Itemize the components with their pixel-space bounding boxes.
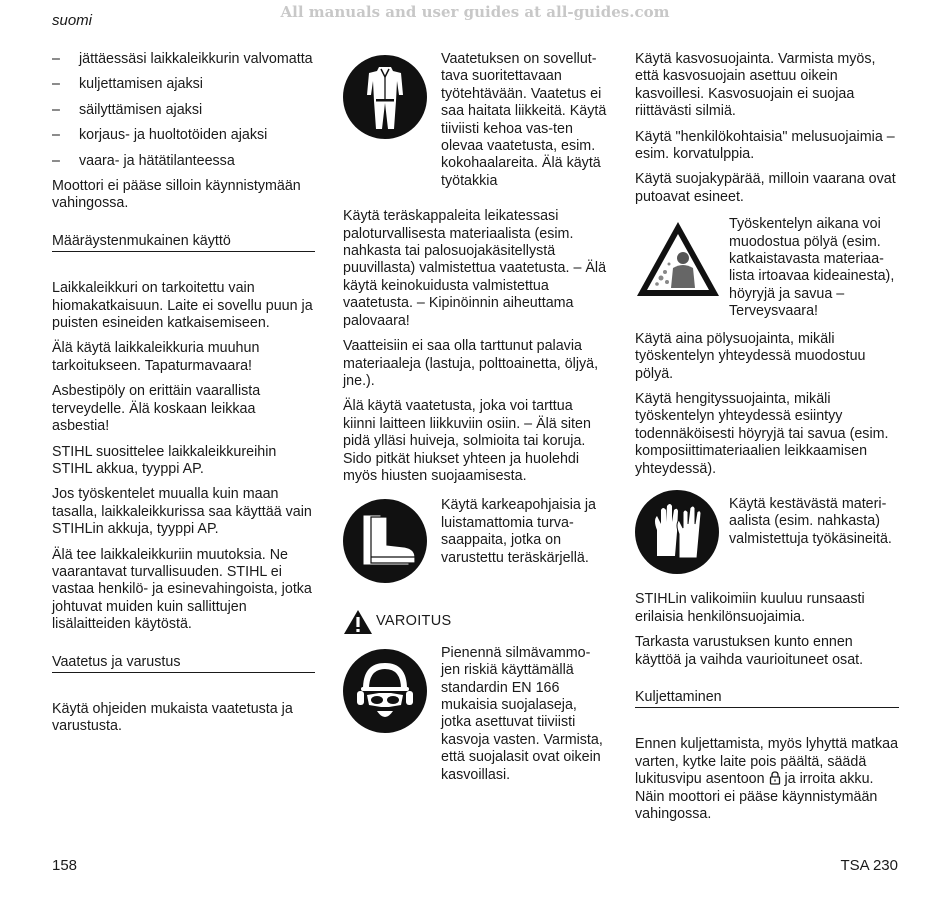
work-gloves-icon [635, 490, 719, 579]
warning-triangle-icon [343, 609, 373, 635]
paragraph: Moottori ei pääse silloin käynnistymään vahingossa. [52, 178, 301, 212]
health-hazard-icon [635, 220, 721, 320]
model-name: TSA 230 [840, 857, 898, 874]
safety-boots-icon [343, 499, 427, 588]
paragraph: Käytä hengityssuojainta, mikäli työskentelyn yhteydessä esiintyy todennäköisesti höyryjä tai savua (esim. komposiittimateriaalien leikkaamisen yhteydessä). [635, 390, 889, 477]
paragraph: Työskentelyn aikana voi muodostua pölyä (esim. katkaistavasta materiaa-lista irtoavaa kideainesta), höyryjä ja savua – Terveysvaara! [729, 216, 895, 320]
list-item: – jättäessäsi laikkaleikkurin valvomatta [52, 51, 313, 67]
paragraph: Käytä "henkilökohtaisia" melusuojaimia – esim. korvatulppia. [635, 128, 895, 163]
paragraph: Laikkaleikkuri on tarkoitettu vain hiomakatkaisuun. Laite ei sovellu puun ja puisten esineiden katkaisemiseen. [52, 280, 313, 332]
paragraph: Käytä suojakypärää, milloin vaarana ovat putoavat esineet. [635, 171, 896, 205]
paragraph: Käytä karkeapohjaisia ja luistamattomia turva-saappaita, jotka on varustettu teräskärjellä. [441, 497, 596, 566]
column-1 [52, 51, 315, 744]
emphasis-text: hengityssuojainta [675, 390, 787, 407]
face-protection-icon [343, 649, 427, 784]
paragraph: STIHL suosittelee laikkaleikkureihin STIHL akkua, tyyppi AP. [52, 443, 277, 477]
paragraph: Älä käytä vaatetusta, joka voi tarttua kiinni laitteen liikkuviin osiin. – Älä siten pidä ylläsi huiveja, solmioita tai koruja. Sido pitkät hiukset yhteen ja huolehdi myös hiusten suojaamisesta. [343, 398, 591, 484]
section-heading-transport: Kuljettaminen [635, 689, 899, 708]
paragraph: Asbestipöly on erittäin vaarallista terveydelle. Älä koskaan leikkaa asbestia! [52, 383, 261, 435]
emphasis-text: turva-saappaita [441, 514, 574, 549]
paragraph: Käytä teräskappaleita leikatessasi paloturvallisesta materiaalista (esim. nahkasta tai palosuojakäsitellystä puuvillasta) valmistettua vaatetusta. – Älä käytä keinokuidusta valmistettua vaatetusta. – Kipinöinnin aiheuttama palovaara! [343, 208, 607, 329]
warning-text: Terveysvaara! [729, 303, 818, 320]
page-number: 158 [52, 857, 78, 874]
dust-hazard-block [635, 216, 899, 320]
paragraph: Käytä ohjeiden mukaista vaatetusta ja varustusta. [52, 700, 293, 735]
warning-text: Kipinöinnin aiheuttama palovaara! [343, 295, 574, 329]
paragraph: Käytä kasvosuojainta. Varmista myös, että kasvosuojain asettuu oikein kasvoillesi. Kasvosuojain ei suojaa riittävästi silmiä. [635, 51, 876, 120]
paragraph: Älä tee laikkaleikkuriin muutoksia. Ne vaarantavat turvallisuuden. STIHL ei vastaa henkilö- ja esinevahingoista, jotka johtuvat muiden kuin sallittujen lisälaitteiden käytöstä. [52, 546, 312, 633]
clothing-block [343, 51, 608, 190]
section-heading-use: Määräystenmukainen käyttö [52, 233, 315, 252]
warning-text: Tapaturmavaara! [144, 357, 253, 374]
watermark: All manuals and user guides at all-guides.com [280, 3, 670, 21]
bullet-list [52, 51, 315, 170]
paragraph: Vaatetuksen on sovellut-tava suoritettavaan työtehtävään. Vaatetus ei saa haitata liikkeitä. Käytä tiiviisti kehoa vas-ten olevaa vaatetusta, esim. kokohaalareita. Älä käytä työtakkia [441, 51, 607, 189]
column-3 [635, 51, 899, 831]
warning-heading: VAROITUS [343, 609, 608, 635]
column-2 [343, 51, 608, 784]
list-item: – vaara- ja hätätilanteessa [52, 152, 235, 169]
paragraph: Vaatteisiin ei saa olla tarttunut palavia materiaaleja (lastuja, polttoainetta, öljyä, jne.). [343, 338, 599, 389]
paragraph: Ennen kuljettamista, myös lyhyttä matkaa varten, kytke laite pois päältä, säädä lukitusvipu asentoon ja irroita akku. Näin moottori ei pääse käynnistymään vahingossa. [635, 736, 899, 822]
paragraph: Käytä aina pölysuojainta, mikäli työskentelyn yhteydessä muodostuu pölyä. [635, 330, 866, 382]
list-item: – korjaus- ja huoltotöiden ajaksi [52, 127, 268, 144]
paragraph: Pienennä silmävammo-jen riskiä käyttämällä standardin EN 166 mukaisia suojalaseja, jotka asettuvat tiiviisti kasvoja vasten. Varmista, että suojalasit ovat oikein kasvoillasi. [441, 644, 603, 783]
paragraph: Tarkasta varustuksen kunto ennen käyttöä ja vaihda vaurioituneet osat. [635, 634, 864, 668]
paragraph: Käytä kestävästä materi-aalista (esim. nahkasta) valmistettuja työkäsineitä. [729, 495, 892, 547]
section-heading-clothing: Vaatetus ja varustus [52, 654, 315, 673]
eye-protection-block [343, 645, 608, 784]
protective-suit-icon [343, 55, 427, 190]
emphasis-text: pölysuojainta [706, 330, 791, 347]
lock-icon [769, 771, 781, 785]
paragraph: STIHLin valikoimiin kuuluu runsaasti erilaisia henkilönsuojaimia. [635, 591, 865, 625]
language-label: suomi [52, 12, 93, 29]
boots-block [343, 497, 608, 588]
paragraph: Älä käytä laikkaleikkuria muuhun tarkoitukseen. Tapaturmavaara! [52, 340, 260, 374]
gloves-block [635, 490, 899, 579]
paragraph: Jos työskentelet muualla kuin maan tasalla, laikkaleikkurissa saa käyttää vain STIHLin akkuja, tyyppi AP. [52, 486, 312, 538]
list-item: – säilyttämisen ajaksi [52, 101, 203, 118]
list-item: – kuljettamisen ajaksi [52, 76, 203, 93]
